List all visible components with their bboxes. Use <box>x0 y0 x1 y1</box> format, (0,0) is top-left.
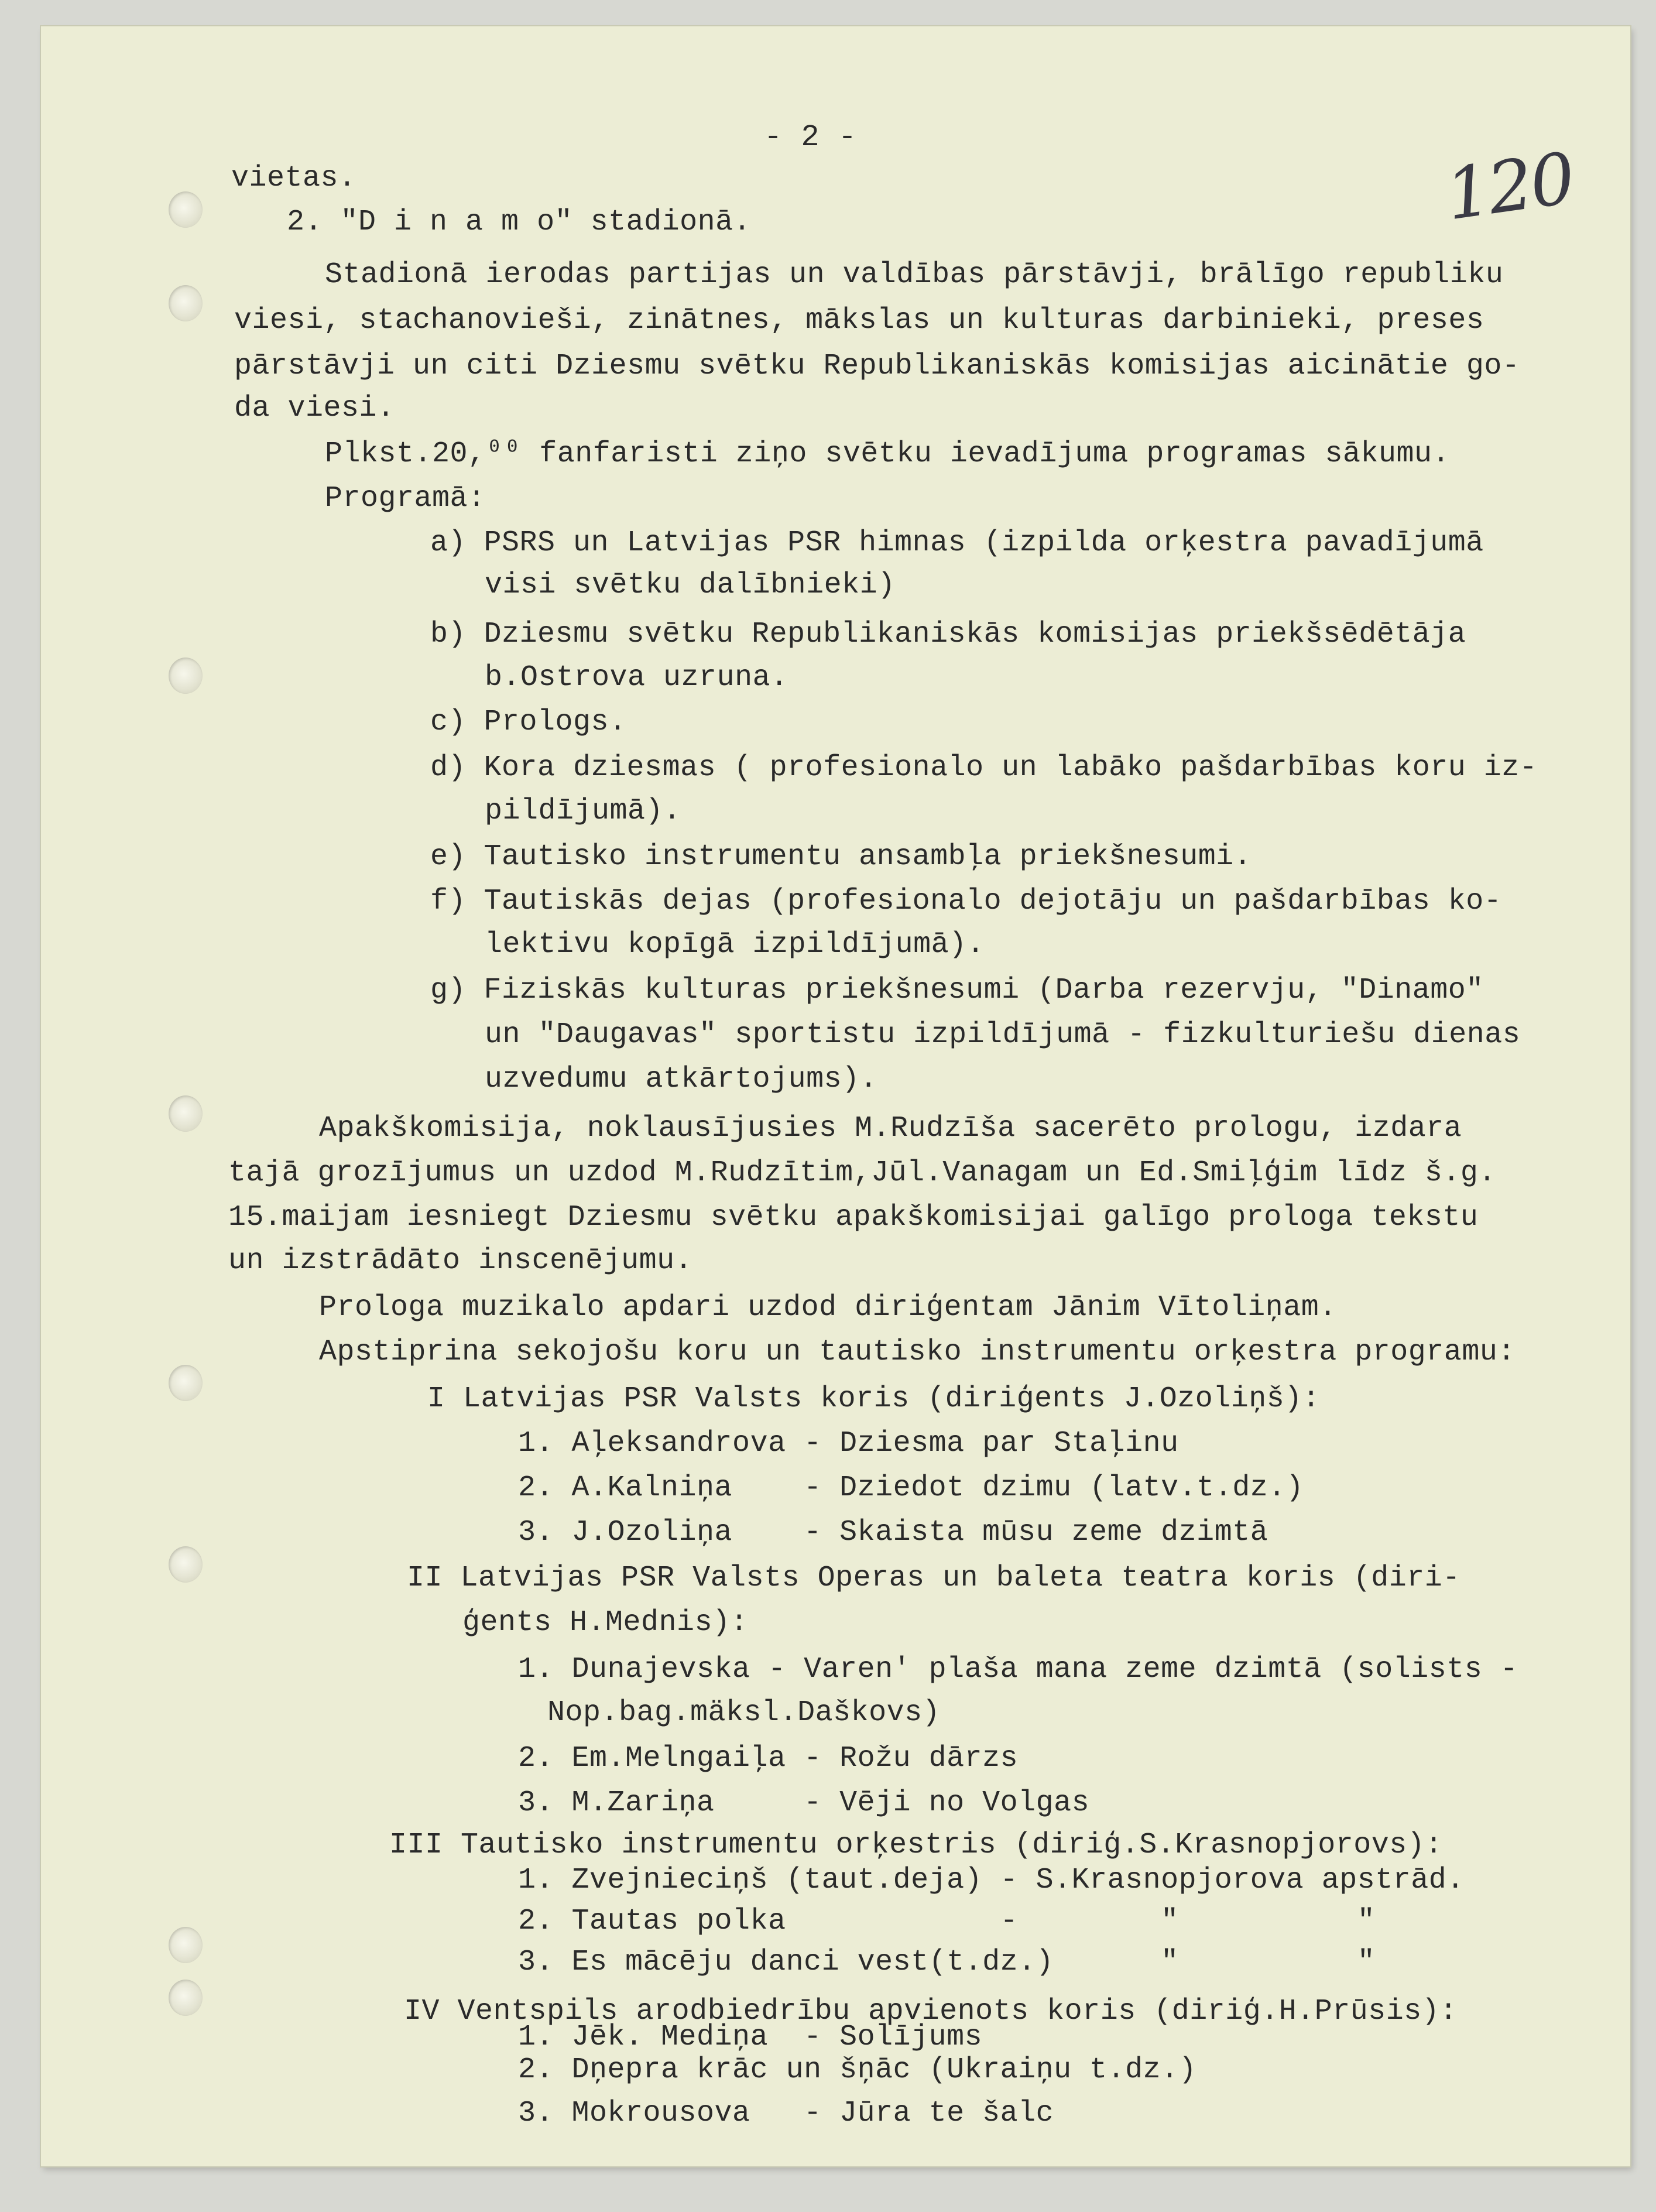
list-item: c) Prologs. <box>430 706 627 739</box>
program-section-heading: I Latvijas PSR Valsts koris (diriģents J.Ozoliņš): <box>427 1382 1321 1416</box>
text-line: da viesi. <box>234 392 395 425</box>
program-item: 2. Tautas polka - " " <box>518 1905 1376 1938</box>
program-item: 1. Zvejnieciņš (taut.deja) - S.Krasnopjorova apstrād. <box>518 1864 1465 1897</box>
handwritten-folio-number: 120 <box>1441 138 1578 237</box>
text-line: 15.maijam iesniegt Dziesmu svētku apakškomisijai galīgo prologa tekstu <box>228 1201 1479 1234</box>
program-section-heading-continuation: ģents H.Mednis): <box>462 1606 749 1639</box>
punch-hole <box>169 1365 203 1401</box>
program-item: 1. Dunajevska - Varen' plaša mana zeme dzimtā (solists - <box>518 1653 1518 1686</box>
punch-hole <box>169 191 203 228</box>
program-item: 2. Dņepra krāc un šņāc (Ukraiņu t.dz.) <box>518 2053 1197 2087</box>
program-item-continuation: Nop.bag.mäksl.Daškovs) <box>547 1696 941 1730</box>
program-item: 3. Mokrousova - Jūra te šalc <box>518 2097 1054 2130</box>
program-item: 2. A.Kalniņa - Dziedot dzimu (latv.t.dz.) <box>518 1471 1304 1505</box>
program-section-heading: II Latvijas PSR Valsts Operas un baleta teatra koris (diri- <box>407 1562 1460 1595</box>
list-item: b) Dziesmu svētku Republikaniskās komisijas priekšsēdētāja <box>430 618 1466 651</box>
list-item: g) Fiziskās kulturas priekšnesumi (Darba rezervju, "Dinamo" <box>430 974 1484 1007</box>
text-line: un izstrādāto inscenējumu. <box>228 1244 693 1278</box>
punch-hole <box>169 658 203 694</box>
section-heading: 2. "D i n a m o" stadionā. <box>287 206 752 239</box>
list-item-continuation: un "Daugavas" sportistu izpildījumā - fizkulturiešu dienas <box>485 1018 1521 1052</box>
text-line: viesi, stachanovieši, zinātnes, mākslas un kulturas darbinieki, preses <box>234 304 1484 337</box>
text-line: Apstiprina sekojošu koru un tautisko instrumentu orķestra programu: <box>319 1336 1516 1369</box>
list-item: e) Tautisko instrumentu ansambļa priekšnesumi. <box>430 840 1252 874</box>
text-line: Plkst.20,⁰⁰ fanfaristi ziņo svētku ievadījuma programas sākumu. <box>325 437 1451 471</box>
text-line: Apakškomisija, noklausījusies M.Rudzīša sacerēto prologu, izdara <box>319 1112 1462 1145</box>
list-item-continuation: pildījumā). <box>485 795 681 828</box>
punch-hole <box>169 1980 203 2016</box>
program-item: 3. J.Ozoliņa - Skaista mūsu zeme dzimtā <box>518 1516 1268 1549</box>
program-section-heading: IV Ventspils arodbiedrību apvienots koris (diriģ.H.Prūsis): <box>404 1995 1458 2028</box>
program-item: 1. Jēk. Mediņa - Solījums <box>518 2021 983 2054</box>
punch-hole <box>169 1927 203 1963</box>
list-item-continuation: visi svētku dalībnieki) <box>485 569 896 602</box>
program-item: 1. Aļeksandrova - Dziesma par Staļinu <box>518 1427 1179 1460</box>
list-item-continuation: uzvedumu atkārtojums). <box>485 1063 878 1096</box>
text-line: Prologa muzikalo apdari uzdod diriģentam Jānim Vītoliņam. <box>319 1291 1337 1324</box>
program-item: 2. Em.Melngaiļa - Rožu dārzs <box>518 1742 1019 1775</box>
program-item: 3. M.Zariņa - Vēji no Volgas <box>518 1786 1090 1820</box>
list-item: a) PSRS un Latvijas PSR himnas (izpilda orķestra pavadījumā <box>430 526 1484 560</box>
program-item: 3. Es mācēju danci vest(t.dz.) " " <box>518 1946 1376 1979</box>
text-line: Stadionā ierodas partijas un valdības pārstāvji, brālīgo republiku <box>325 258 1504 292</box>
text-line: Programā: <box>325 482 486 515</box>
list-item: f) Tautiskās dejas (profesionalo dejotāju un pašdarbības ko- <box>430 885 1502 918</box>
text-line: vietas. <box>231 162 356 195</box>
list-item-continuation: lektivu kopīgā izpildījumā). <box>485 928 985 961</box>
program-section-heading: III Tautisko instrumentu orķestris (diriģ.S.Krasnopjorovs): <box>389 1829 1443 1862</box>
list-item: d) Kora dziesmas ( profesionalo un labāko pašdarbības koru iz- <box>430 751 1538 785</box>
page-number: - 2 - <box>764 120 857 155</box>
punch-hole <box>169 1095 203 1132</box>
list-item-continuation: b.Ostrova uzruna. <box>485 661 788 694</box>
punch-hole <box>169 1546 203 1583</box>
text-line: pārstāvji un citi Dziesmu svētku Republikaniskās komisijas aicinātie go- <box>234 350 1520 383</box>
text-line: tajā grozījumus un uzdod M.Rudzītim,Jūl.Vanagam un Ed.Smiļģim līdz š.g. <box>228 1156 1496 1190</box>
punch-hole <box>169 285 203 321</box>
